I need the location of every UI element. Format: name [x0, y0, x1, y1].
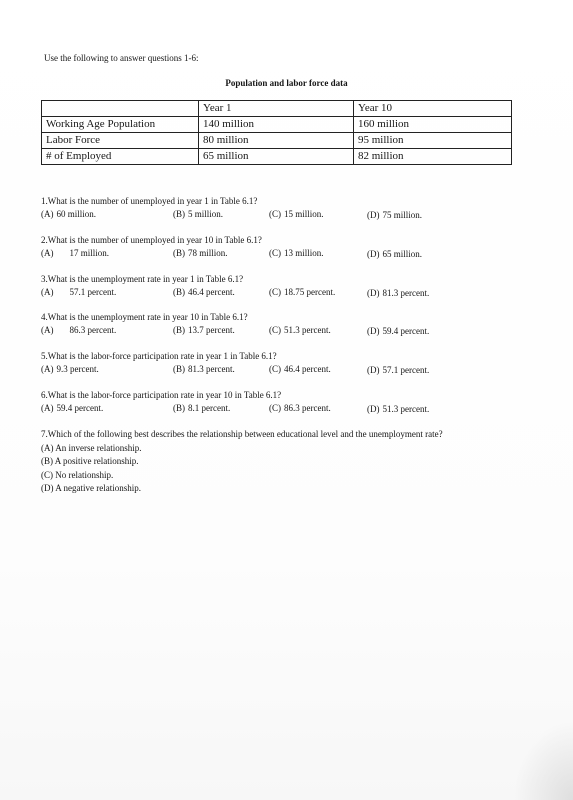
table-header-year10: Year 10: [354, 101, 512, 117]
option-value: 60 million.: [56, 209, 97, 219]
option-value: 13.7 percent.: [188, 325, 235, 335]
option-tag: (D): [367, 365, 380, 375]
option-tag: (B): [173, 287, 185, 297]
option-value: 46.4 percent.: [188, 287, 235, 297]
option-value: 81.3 percent.: [382, 288, 430, 298]
table-row: [42, 117, 512, 133]
option-value: 15 million.: [284, 209, 324, 219]
table-cell: 65 million: [199, 149, 354, 165]
option-value: 18.75 percent.: [284, 287, 336, 297]
option-a[interactable]: [41, 403, 103, 413]
option-value: No relationship.: [55, 469, 114, 480]
option-c[interactable]: [41, 470, 443, 484]
page-corner-shadow: [513, 720, 573, 800]
row-label: Labor Force: [42, 133, 199, 149]
option-tag: (A): [41, 325, 54, 335]
question-stem: 5.What is the labor-force participation rate in year 1 in Table 6.1?: [41, 351, 277, 361]
population-labor-table: [41, 100, 512, 165]
option-c[interactable]: [269, 364, 331, 374]
option-value: 78 million.: [188, 248, 228, 258]
option-c[interactable]: [269, 248, 324, 258]
option-d[interactable]: [367, 404, 429, 414]
option-tag: (C): [41, 469, 53, 480]
option-b[interactable]: [173, 403, 230, 413]
table-title: [0, 78, 573, 88]
option-d[interactable]: [367, 365, 429, 375]
option-value: A negative relationship.: [55, 483, 141, 493]
option-c[interactable]: [269, 209, 324, 219]
option-tag: (D): [367, 404, 380, 414]
option-value: 75 million.: [382, 210, 423, 220]
option-tag: (B): [173, 248, 185, 258]
option-a[interactable]: [41, 248, 109, 258]
option-c[interactable]: [269, 287, 335, 297]
option-value: 13 million.: [284, 248, 324, 258]
option-tag: (A): [41, 287, 54, 297]
table-title-text: Population and labor force data: [225, 78, 348, 88]
question-stem: 2.What is the number of unemployed in year 10 in Table 6.1?: [41, 235, 262, 245]
option-value: 59.4 percent.: [56, 403, 104, 413]
option-value: 51.3 percent.: [382, 404, 430, 414]
question-stem: 6.What is the labor-force participation rate in year 10 in Table 6.1?: [41, 390, 282, 400]
option-d[interactable]: [41, 483, 443, 497]
option-tag: (D): [367, 210, 380, 220]
question-stem: 4.What is the unemployment rate in year 10 in Table 6.1?: [41, 312, 248, 322]
option-c[interactable]: [269, 325, 331, 335]
option-a[interactable]: [41, 325, 116, 335]
option-d[interactable]: [367, 288, 429, 298]
question-stem: 3.What is the unemployment rate in year 1 in Table 6.1?: [41, 274, 244, 284]
option-value: 81.3 percent.: [188, 364, 235, 374]
table-header-year1: Year 1: [199, 101, 354, 117]
table-row: [42, 149, 512, 165]
option-value: A positive relationship.: [54, 456, 139, 466]
option-d[interactable]: [367, 326, 429, 336]
option-a[interactable]: [41, 287, 116, 297]
option-d[interactable]: [367, 210, 422, 220]
option-value: 57.1 percent.: [69, 287, 117, 297]
option-a[interactable]: [41, 364, 99, 374]
option-tag: (A): [41, 442, 54, 453]
option-tag: (A): [41, 248, 54, 258]
option-value: 5 million.: [188, 209, 224, 219]
question-stem: 7.Which of the following best describes the relationship between educational level and the unemployment rate?: [41, 429, 443, 439]
table-cell: 80 million: [199, 133, 354, 149]
option-tag: (D): [41, 483, 54, 493]
option-value: 8.1 percent.: [188, 403, 231, 413]
table-cell: 95 million: [354, 133, 512, 149]
table-cell: 82 million: [354, 149, 512, 165]
option-tag: (C): [269, 248, 281, 258]
option-tag: (B): [41, 456, 53, 466]
table-cell: [42, 101, 199, 117]
option-value: 86.3 percent.: [284, 403, 331, 413]
option-tag: (A): [41, 209, 54, 219]
option-tag: (D): [367, 288, 380, 298]
option-value: 59.4 percent.: [382, 326, 430, 336]
option-value: 9.3 percent.: [56, 364, 99, 374]
option-tag: (B): [173, 325, 185, 335]
question-stem: 1.What is the number of unemployed in year 1 in Table 6.1?: [41, 196, 258, 206]
option-value: 65 million.: [382, 249, 423, 259]
option-tag: (C): [269, 403, 281, 413]
table-cell: 140 million: [199, 117, 354, 133]
option-b[interactable]: [173, 325, 235, 335]
option-b[interactable]: [173, 364, 235, 374]
option-tag: (A): [41, 403, 54, 413]
option-value: 46.4 percent.: [284, 364, 331, 374]
table-row: [42, 133, 512, 149]
option-b[interactable]: [173, 209, 223, 219]
question-7: [41, 429, 443, 497]
table-cell: 160 million: [354, 117, 512, 133]
option-tag: (B): [173, 209, 185, 219]
option-d[interactable]: [367, 249, 422, 259]
option-tag: (C): [269, 325, 281, 335]
row-label: Working Age Population: [42, 117, 199, 133]
option-c[interactable]: [269, 403, 331, 413]
option-tag: (D): [367, 326, 380, 336]
option-value: 17 million.: [69, 248, 110, 258]
option-tag: (C): [269, 209, 281, 219]
option-tag: (A): [41, 364, 54, 374]
option-value: 57.1 percent.: [382, 365, 430, 375]
row-label: # of Employed: [42, 149, 199, 165]
option-a[interactable]: [41, 443, 443, 457]
option-tag: (B): [173, 403, 185, 413]
option-a[interactable]: [41, 209, 96, 219]
instructions-text: Use the following to answer questions 1-6:: [44, 53, 199, 63]
option-b[interactable]: [173, 248, 228, 258]
option-tag: (B): [173, 364, 185, 374]
option-value: An inverse relationship.: [55, 442, 142, 453]
table-header-row: [42, 101, 512, 117]
option-b[interactable]: [41, 456, 443, 470]
option-value: 51.3 percent.: [284, 325, 331, 335]
option-tag: (C): [269, 364, 281, 374]
option-b[interactable]: [173, 287, 235, 297]
option-tag: (C): [269, 287, 281, 297]
option-value: 86.3 percent.: [69, 325, 117, 335]
option-tag: (D): [367, 249, 380, 259]
